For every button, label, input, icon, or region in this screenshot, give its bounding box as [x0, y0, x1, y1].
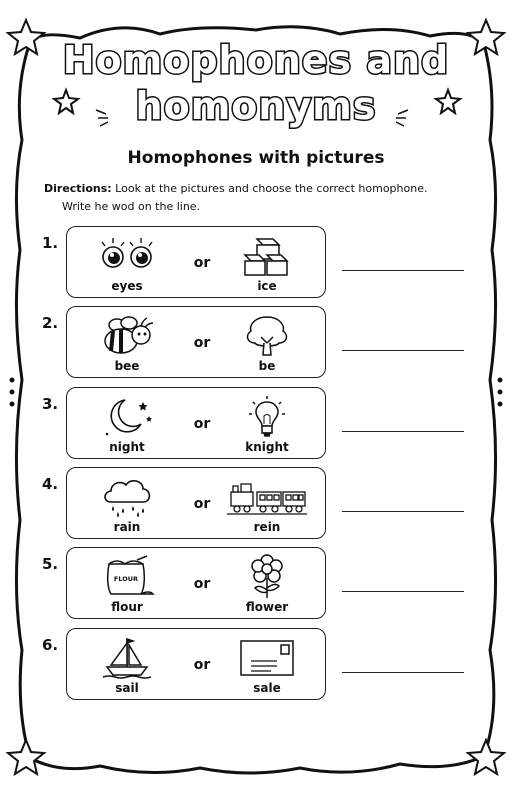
- directions: [44, 180, 474, 216]
- answer-line[interactable]: [342, 511, 464, 512]
- worksheet-title-line1: Homophones and: [62, 38, 450, 82]
- picture-choice-box: [66, 226, 326, 298]
- choice-word-left: bee: [114, 359, 140, 373]
- or-label: or: [193, 255, 211, 271]
- directions-text-line2: Write he wod on the line.: [62, 200, 201, 213]
- choice-word-right: ice: [257, 279, 277, 293]
- picture-choice-box: [66, 547, 326, 619]
- or-label: or: [193, 657, 211, 673]
- or-label: or: [193, 496, 211, 512]
- choice-word-left: sail: [115, 681, 139, 695]
- choice-word-right: sale: [253, 681, 281, 695]
- tree-icon: [237, 313, 297, 357]
- question-row-5: [0, 547, 512, 621]
- flour-bag-label: FLOUR: [113, 575, 139, 583]
- question-number: 5.: [42, 555, 59, 573]
- flower-icon: [237, 554, 297, 598]
- directions-label: Directions:: [44, 182, 112, 195]
- eyes-icon: [97, 233, 157, 277]
- answer-line[interactable]: [342, 672, 464, 673]
- choice-word-right: be: [258, 359, 276, 373]
- picture-choice-box: [66, 467, 326, 539]
- ice-cubes-icon: [237, 233, 297, 277]
- answer-line[interactable]: [342, 431, 464, 432]
- question-number: 4.: [42, 475, 59, 493]
- choice-word-right: flower: [245, 600, 289, 614]
- answer-line[interactable]: [342, 270, 464, 271]
- worksheet-title-line2: homonyms: [135, 84, 377, 128]
- choice-word-left: eyes: [111, 279, 143, 293]
- choice-word-left: night: [109, 440, 145, 454]
- or-label: or: [193, 416, 211, 432]
- question-number: 1.: [42, 234, 59, 252]
- envelope-icon: [237, 635, 297, 679]
- answer-line[interactable]: [342, 591, 464, 592]
- question-row-3: [0, 387, 512, 461]
- picture-choice-box: [66, 628, 326, 700]
- choice-word-right: rein: [253, 520, 281, 534]
- question-row-4: [0, 467, 512, 541]
- or-label: or: [193, 576, 211, 592]
- train-icon: [227, 474, 307, 518]
- answer-line[interactable]: [342, 350, 464, 351]
- choice-word-left: rain: [113, 520, 141, 534]
- lightbulb-icon: [237, 394, 297, 438]
- picture-choice-box: [66, 387, 326, 459]
- choice-word-left: flour: [111, 600, 143, 614]
- choice-word-right: knight: [245, 440, 289, 454]
- question-number: 2.: [42, 314, 59, 332]
- question-row-1: [0, 226, 512, 300]
- question-number: 3.: [42, 395, 59, 413]
- picture-choice-box: [66, 306, 326, 378]
- question-number: 6.: [42, 636, 59, 654]
- question-row-6: [0, 628, 512, 702]
- question-row-2: [0, 306, 512, 380]
- directions-text-line1: Look at the pictures and choose the correct homophone.: [115, 182, 428, 195]
- sailboat-icon: [97, 635, 157, 679]
- bee-icon: [97, 313, 157, 357]
- moon-stars-icon: [97, 394, 157, 438]
- or-label: or: [193, 335, 211, 351]
- rain-cloud-icon: [97, 474, 157, 518]
- flour-bag-icon: [97, 554, 157, 598]
- worksheet-subtitle: Homophones with pictures: [127, 148, 385, 168]
